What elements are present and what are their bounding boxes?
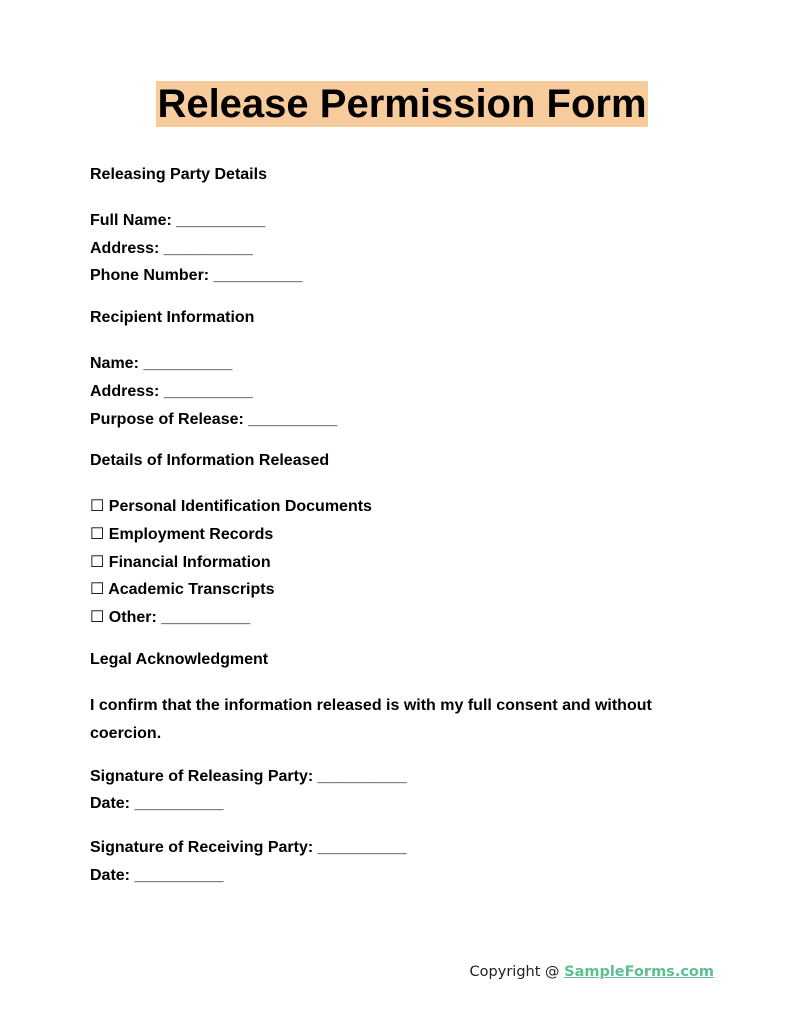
- recipient-section: [90, 306, 710, 433]
- consent-statement: I confirm that the information released is with my full consent and without coercion.: [90, 696, 652, 742]
- section-heading: Details of Information Released: [90, 452, 330, 470]
- section-heading: Legal Acknowledgment: [90, 650, 269, 668]
- checkbox-icon[interactable]: ☐: [90, 609, 105, 627]
- receiving-signature-field[interactable]: Signature of Receiving Party: __________: [90, 839, 407, 857]
- releasing-date-field[interactable]: Date: __________: [90, 795, 224, 813]
- section-heading: Releasing Party Details: [90, 166, 267, 183]
- releasing-signature-field[interactable]: Signature of Releasing Party: __________: [90, 767, 407, 785]
- checkbox-item[interactable]: [90, 493, 710, 521]
- checkbox-icon[interactable]: ☐: [90, 553, 105, 571]
- checkbox-item[interactable]: [90, 521, 710, 549]
- checkbox-icon[interactable]: ☐: [90, 581, 105, 599]
- receiving-date-field[interactable]: Date: __________: [90, 866, 224, 884]
- sampleforms-link[interactable]: SampleForms.com: [564, 964, 714, 980]
- phone-number-field[interactable]: Phone Number: __________: [90, 267, 303, 285]
- checkbox-label: Personal Identification Documents: [108, 498, 372, 516]
- checkbox-label: Academic Transcripts: [108, 581, 275, 599]
- recipient-name-field[interactable]: Name: __________: [90, 355, 233, 373]
- purpose-field[interactable]: Purpose of Release: __________: [90, 410, 338, 428]
- copyright-text: Copyright @: [469, 964, 565, 980]
- releasing-signature-block: [90, 763, 710, 818]
- page-title: Release Permission Form: [157, 82, 647, 126]
- legal-section: [90, 648, 710, 890]
- address-field[interactable]: Address: __________: [90, 239, 253, 257]
- checkbox-item[interactable]: [90, 576, 710, 604]
- checkbox-label: Financial Information: [108, 553, 271, 571]
- section-heading: Recipient Information: [90, 309, 255, 327]
- checkbox-label: Other: __________: [108, 609, 251, 627]
- footer: [470, 962, 714, 980]
- checkbox-item[interactable]: [90, 604, 710, 632]
- checkbox-item[interactable]: [90, 549, 710, 577]
- title-wrapper: [0, 81, 804, 127]
- form-body: [90, 163, 710, 890]
- receiving-signature-block: [90, 834, 710, 889]
- information-released-section: [90, 449, 710, 632]
- checkbox-icon[interactable]: ☐: [90, 498, 105, 516]
- checkbox-label: Employment Records: [108, 525, 274, 543]
- recipient-address-field[interactable]: Address: __________: [90, 382, 253, 400]
- releasing-party-section: [90, 163, 710, 290]
- checkbox-icon[interactable]: ☐: [90, 525, 105, 543]
- full-name-field[interactable]: Full Name: __________: [90, 212, 266, 229]
